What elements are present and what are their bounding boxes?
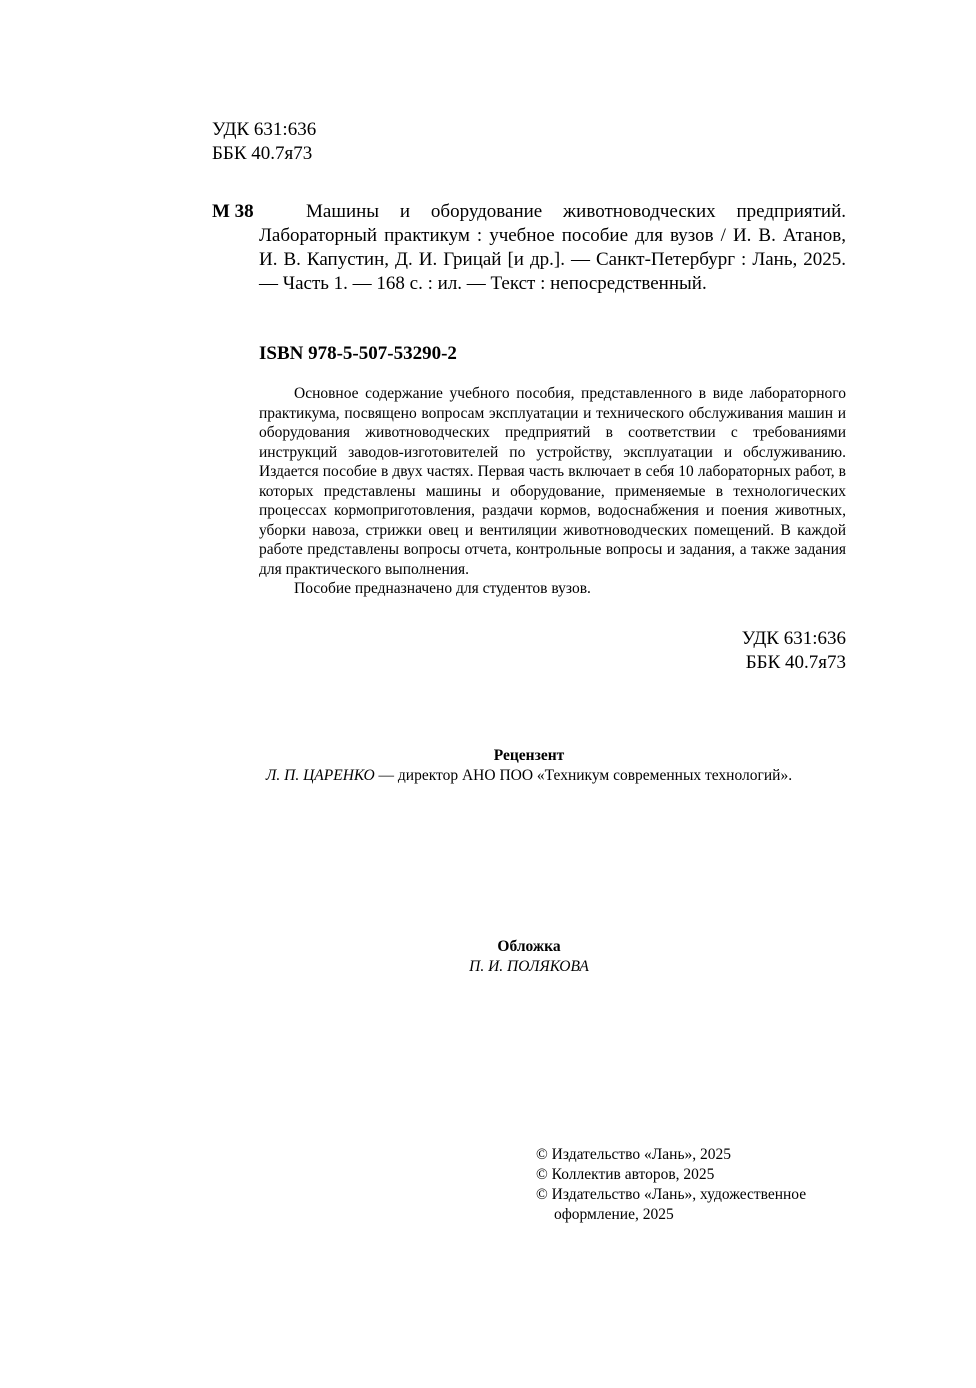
isbn: ISBN 978-5-507-53290-2 xyxy=(259,343,457,364)
annotation-paragraph: Пособие предназначено для студентов вузов. xyxy=(294,580,591,597)
annotation-paragraph: Основное содержание учебного пособия, представленного в виде лабораторного практикума, посвящено вопросам эксплуатации и технического обслуживания машин и оборудования животноводческих предприятий в соответствии с требованиями инструкций заводов-изготовителей по устройству, эксплуатации и обслуживанию. Издается пособие в двух частях. Первая часть включает в себя 10 лабораторных работ, в которых представлены машины и оборудование, применяемые в технологических процессах кормоприготовления, раздачи кормов, водоснабжения и поения животных, уборки навоза, стрижки овец и вентиляции животноводческих помещений. В каждой работе представлены вопросы отчета, контрольные вопросы и задания, а также задания для практического выполнения. xyxy=(259,385,846,578)
reviewer-name: Л. П. ЦАРЕНКО xyxy=(265,767,375,784)
cutter-mark: М 38 xyxy=(212,201,254,222)
bibliographic-description: Машины и оборудование животноводческих предприятий. Лабораторный практикум : учебное пособие для вузов / И. В. Атанов, И. В. Капустин, Д. И. Грицай [и др.]. — Санкт-Петербург : Лань, 2025. — Часть 1. — 168 с. : ил. — Текст : непосредственный. xyxy=(259,201,846,294)
reviewer-heading: Рецензент xyxy=(493,747,565,764)
copyright-block xyxy=(536,1145,806,1225)
bbk-code-top: ББК 40.7я73 xyxy=(212,143,313,164)
copyright-line: © Коллектив авторов, 2025 xyxy=(536,1166,715,1183)
bbk-code-bottom: ББК 40.7я73 xyxy=(745,652,846,673)
reviewer-line xyxy=(0,766,976,786)
annotation xyxy=(259,384,846,599)
udk-code-top: УДК 631:636 xyxy=(212,119,317,140)
cover-artist: П. И. ПОЛЯКОВА xyxy=(469,958,589,975)
reviewer-position: — директор АНО ПОО «Техникум современных технологий». xyxy=(374,767,793,784)
copyright-line-continuation: оформление, 2025 xyxy=(554,1206,674,1223)
udk-code-bottom: УДК 631:636 xyxy=(741,628,846,649)
copyright-line: © Издательство «Лань», 2025 xyxy=(536,1146,732,1163)
cover-heading: Обложка xyxy=(497,938,561,955)
copyright-line: © Издательство «Лань», художественное xyxy=(536,1186,807,1203)
